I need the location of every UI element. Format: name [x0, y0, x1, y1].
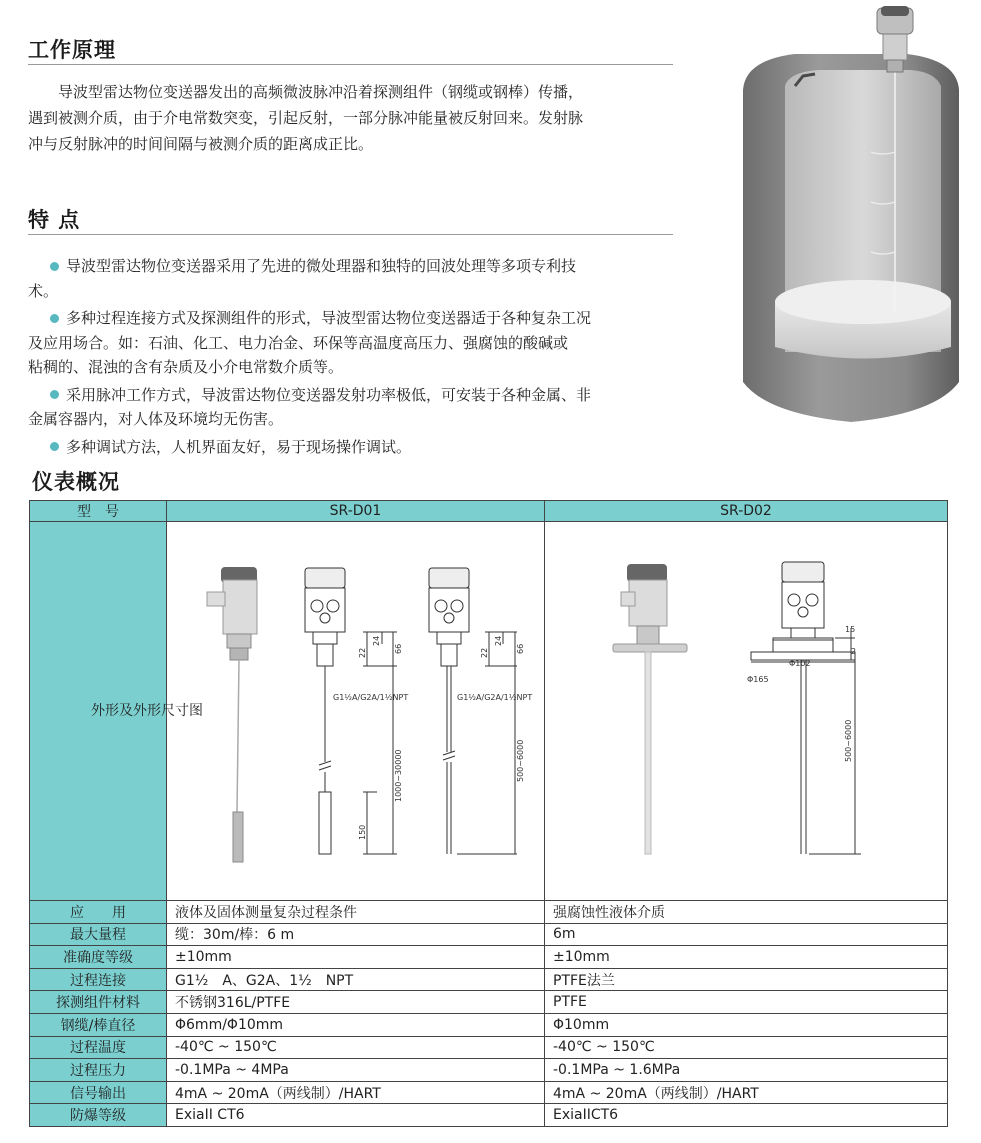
dim-label: 15 — [845, 625, 856, 634]
row-value: 4mA ~ 20mA（两线制）/HART — [167, 1081, 545, 1104]
figure-sr-d01 — [167, 522, 545, 901]
row-label: 过程温度 — [30, 1036, 167, 1059]
dimension-drawing — [305, 568, 397, 854]
dim-label: 66 — [394, 643, 403, 654]
sr-d02-drawings — [545, 522, 948, 900]
row-label: 准确度等级 — [30, 946, 167, 969]
row-value: ExiaIICT6 — [545, 1104, 948, 1127]
table-row — [30, 968, 948, 991]
principle-paragraph — [28, 79, 673, 157]
section-title-overview: 仪表概况 — [32, 470, 120, 494]
feature-text: 多种过程连接方式及探测组件的形式，导波型雷达物位变送器适于各种复杂工况 — [66, 309, 592, 327]
row-label: 最大量程 — [30, 923, 167, 946]
feature-item — [28, 383, 673, 432]
dim-label: 66 — [516, 643, 525, 654]
bullet-icon — [50, 390, 59, 399]
row-value: PTFE法兰 — [545, 968, 948, 991]
dim-label: 2 — [851, 647, 857, 656]
section-title-features: 特 点 — [28, 208, 81, 232]
row-label: 钢缆/棒直径 — [30, 1013, 167, 1036]
sensor-photo — [207, 567, 257, 862]
principle-line: 导波型雷达物位变送器发出的高频微波脉冲沿着探测组件（钢缆或钢棒）传播， — [58, 83, 584, 101]
table-header-row — [30, 501, 948, 522]
principle-line: 遇到被测介质，由于介电常数突变，引起反射，一部分脉冲能量被反射回来。发射脉 — [28, 109, 584, 127]
row-value: 强腐蚀性液体介质 — [545, 901, 948, 924]
table-row — [30, 1036, 948, 1059]
row-value: 4mA ~ 20mA（两线制）/HART — [545, 1081, 948, 1104]
header-label: 型 号 — [30, 501, 167, 522]
row-value: ±10mm — [545, 946, 948, 969]
dim-label: 1000~30000 — [394, 749, 403, 802]
feature-text: 术。 — [28, 281, 59, 300]
dim-label: 150 — [358, 824, 367, 840]
bullet-icon — [50, 262, 59, 271]
row-value: 6m — [545, 923, 948, 946]
section-title-principle: 工作原理 — [28, 38, 116, 62]
sensor-photo — [613, 564, 687, 854]
header-model-2: SR-D02 — [545, 501, 948, 522]
feature-text: 导波型雷达物位变送器采用了先进的微处理器和独特的回波处理等多项专利技 — [66, 257, 577, 275]
table-row — [30, 1059, 948, 1082]
dim-label: Φ165 — [747, 675, 769, 684]
feature-text: 粘稠的、混浊的含有杂质及小介电常数介质等。 — [28, 358, 344, 376]
figure-row — [30, 522, 948, 901]
header-model-1: SR-D01 — [167, 501, 545, 522]
table-row — [30, 1081, 948, 1104]
bullet-icon — [50, 314, 59, 323]
dim-label: G1½A/G2A/1½NPT — [457, 693, 533, 702]
dim-label: 22 — [480, 647, 489, 658]
row-value: -40℃ ~ 150℃ — [167, 1036, 545, 1059]
row-value: G1½ A、G2A、1½ NPT — [167, 968, 545, 991]
row-value: -40℃ ~ 150℃ — [545, 1036, 948, 1059]
section-divider — [28, 64, 673, 65]
dim-label: 22 — [358, 647, 367, 658]
figure-sr-d02 — [545, 522, 948, 901]
feature-text: 多种调试方法，人机界面友好，易于现场操作调试。 — [66, 437, 412, 456]
dim-label: 24 — [494, 635, 503, 646]
table-row — [30, 946, 948, 969]
row-label: 应 用 — [30, 901, 167, 924]
row-value: Φ10mm — [545, 1013, 948, 1036]
row-value: 液体及固体测量复杂过程条件 — [167, 901, 545, 924]
row-label: 过程压力 — [30, 1059, 167, 1082]
table-row — [30, 1104, 948, 1127]
dim-label: 500~6000 — [844, 719, 853, 762]
table-row — [30, 901, 948, 924]
section-divider — [28, 234, 673, 235]
row-value: -0.1MPa ~ 4MPa — [167, 1059, 545, 1082]
table-row — [30, 923, 948, 946]
row-label: 防爆等级 — [30, 1104, 167, 1127]
dim-label: Φ102 — [789, 659, 811, 668]
row-value: PTFE — [545, 991, 948, 1014]
figure-row-label: 外形及外形尺寸图 — [30, 522, 167, 901]
row-value: -0.1MPa ~ 1.6MPa — [545, 1059, 948, 1082]
feature-item — [28, 435, 673, 460]
table-row — [30, 1013, 948, 1036]
row-label: 过程连接 — [30, 968, 167, 991]
table-row — [30, 991, 948, 1014]
row-value: Φ6mm/Φ10mm — [167, 1013, 545, 1036]
dim-label: 500~6000 — [516, 739, 525, 782]
feature-text: 采用脉冲工作方式，导波雷达物位变送器发射功率极低，可安装于各种金属、非 — [66, 385, 592, 404]
tank-illustration — [735, 2, 967, 442]
row-label: 探测组件材料 — [30, 991, 167, 1014]
row-value: 不锈钢316L/PTFE — [167, 991, 545, 1014]
dimension-drawing — [751, 562, 861, 854]
row-label: 信号输出 — [30, 1081, 167, 1104]
dim-label: G1½A/G2A/1½NPT — [333, 693, 409, 702]
dimension-drawing — [429, 568, 517, 854]
row-value: ±10mm — [167, 946, 545, 969]
dim-label: 24 — [372, 635, 381, 646]
feature-text: 金属容器内，对人体及环境均无伤害。 — [28, 410, 284, 428]
feature-item — [28, 306, 673, 380]
sr-d01-drawings — [167, 522, 545, 900]
feature-item — [28, 254, 673, 303]
row-value: ExiaII CT6 — [167, 1104, 545, 1127]
feature-list — [28, 254, 673, 462]
feature-text: 及应用场合。如：石油、化工、电力冶金、环保等高温度高压力、强腐蚀的酸碱或 — [28, 333, 569, 352]
bullet-icon — [50, 442, 59, 451]
principle-line: 冲与反射脉冲的时间间隔与被测介质的距离成正比。 — [28, 135, 374, 153]
spec-table — [29, 500, 948, 1127]
row-value: 缆：30m/棒：6 m — [167, 923, 545, 946]
